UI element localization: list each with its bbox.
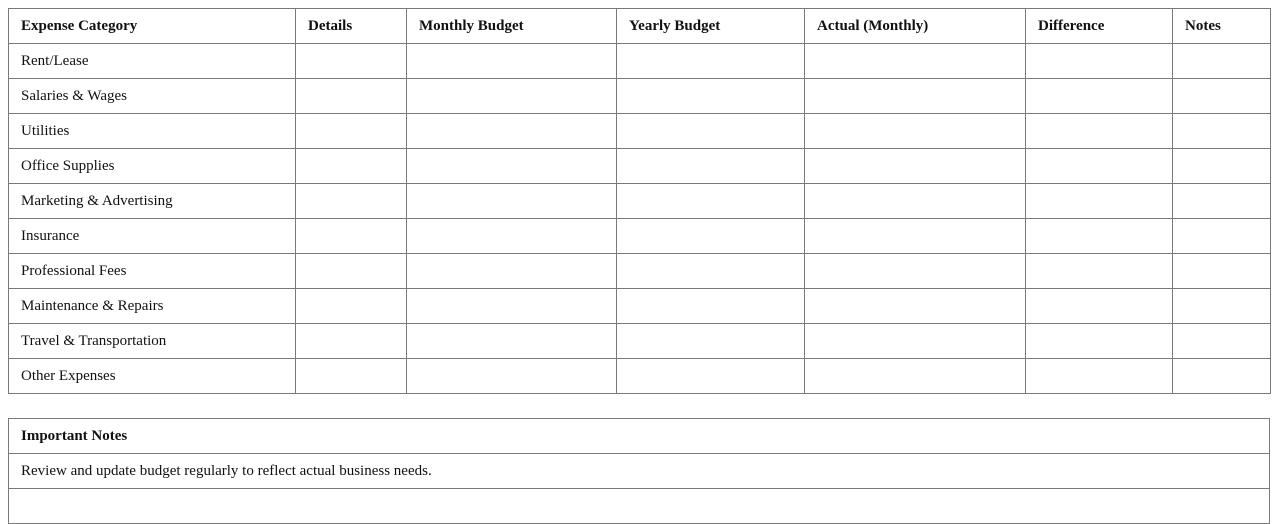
notes-body [9, 454, 1270, 524]
cell-monthly-budget[interactable] [407, 289, 617, 324]
cell-difference[interactable] [1026, 289, 1173, 324]
expense-budget-table [8, 8, 1271, 394]
cell-difference[interactable] [1026, 79, 1173, 114]
notes-row [9, 454, 1270, 489]
cell-category: Travel & Transportation [9, 324, 296, 359]
table-row [9, 359, 1271, 394]
cell-difference[interactable] [1026, 114, 1173, 149]
cell-category: Professional Fees [9, 254, 296, 289]
table-row [9, 219, 1271, 254]
cell-actual-monthly[interactable] [805, 149, 1026, 184]
table-row [9, 324, 1271, 359]
cell-category: Utilities [9, 114, 296, 149]
cell-details[interactable] [296, 254, 407, 289]
cell-notes[interactable] [1173, 289, 1271, 324]
cell-actual-monthly[interactable] [805, 184, 1026, 219]
cell-notes[interactable] [1173, 184, 1271, 219]
cell-notes[interactable] [1173, 254, 1271, 289]
cell-actual-monthly[interactable] [805, 44, 1026, 79]
cell-monthly-budget[interactable] [407, 114, 617, 149]
cell-yearly-budget[interactable] [617, 184, 805, 219]
header-row [9, 9, 1271, 44]
cell-difference[interactable] [1026, 359, 1173, 394]
cell-notes[interactable] [1173, 324, 1271, 359]
header-details: Details [296, 9, 407, 44]
cell-difference[interactable] [1026, 149, 1173, 184]
cell-category: Rent/Lease [9, 44, 296, 79]
cell-notes[interactable] [1173, 79, 1271, 114]
cell-yearly-budget[interactable] [617, 79, 805, 114]
cell-yearly-budget[interactable] [617, 149, 805, 184]
cell-yearly-budget[interactable] [617, 114, 805, 149]
notes-header: Important Notes [9, 419, 1270, 454]
cell-difference[interactable] [1026, 184, 1173, 219]
cell-details[interactable] [296, 149, 407, 184]
cell-difference[interactable] [1026, 254, 1173, 289]
table-row [9, 79, 1271, 114]
cell-monthly-budget[interactable] [407, 44, 617, 79]
cell-details[interactable] [296, 44, 407, 79]
cell-difference[interactable] [1026, 44, 1173, 79]
cell-notes[interactable] [1173, 114, 1271, 149]
header-expense-category: Expense Category [9, 9, 296, 44]
cell-actual-monthly[interactable] [805, 114, 1026, 149]
notes-row [9, 489, 1270, 524]
cell-actual-monthly[interactable] [805, 324, 1026, 359]
cell-yearly-budget[interactable] [617, 359, 805, 394]
header-monthly-budget: Monthly Budget [407, 9, 617, 44]
cell-yearly-budget[interactable] [617, 324, 805, 359]
cell-actual-monthly[interactable] [805, 289, 1026, 324]
cell-details[interactable] [296, 359, 407, 394]
cell-actual-monthly[interactable] [805, 79, 1026, 114]
cell-notes[interactable] [1173, 359, 1271, 394]
cell-details[interactable] [296, 184, 407, 219]
table-row [9, 289, 1271, 324]
cell-details[interactable] [296, 324, 407, 359]
cell-monthly-budget[interactable] [407, 324, 617, 359]
cell-notes[interactable] [1173, 44, 1271, 79]
cell-notes[interactable] [1173, 149, 1271, 184]
table-row [9, 184, 1271, 219]
cell-actual-monthly[interactable] [805, 254, 1026, 289]
table-row [9, 254, 1271, 289]
note-item [9, 489, 1270, 524]
cell-details[interactable] [296, 219, 407, 254]
table-row [9, 114, 1271, 149]
table-row [9, 44, 1271, 79]
header-actual-monthly: Actual (Monthly) [805, 9, 1026, 44]
cell-category: Insurance [9, 219, 296, 254]
table-header [9, 9, 1271, 44]
important-notes-table [8, 418, 1270, 524]
note-item: Review and update budget regularly to reflect actual business needs. [9, 454, 1270, 489]
cell-monthly-budget[interactable] [407, 359, 617, 394]
cell-monthly-budget[interactable] [407, 184, 617, 219]
cell-monthly-budget[interactable] [407, 149, 617, 184]
cell-yearly-budget[interactable] [617, 254, 805, 289]
cell-details[interactable] [296, 79, 407, 114]
cell-category: Other Expenses [9, 359, 296, 394]
cell-actual-monthly[interactable] [805, 219, 1026, 254]
cell-category: Salaries & Wages [9, 79, 296, 114]
cell-monthly-budget[interactable] [407, 254, 617, 289]
cell-difference[interactable] [1026, 324, 1173, 359]
cell-category: Marketing & Advertising [9, 184, 296, 219]
header-notes: Notes [1173, 9, 1271, 44]
cell-category: Office Supplies [9, 149, 296, 184]
cell-monthly-budget[interactable] [407, 219, 617, 254]
cell-actual-monthly[interactable] [805, 359, 1026, 394]
header-yearly-budget: Yearly Budget [617, 9, 805, 44]
notes-header-row [9, 419, 1270, 454]
cell-difference[interactable] [1026, 219, 1173, 254]
cell-details[interactable] [296, 289, 407, 324]
cell-yearly-budget[interactable] [617, 44, 805, 79]
table-row [9, 149, 1271, 184]
cell-details[interactable] [296, 114, 407, 149]
table-body [9, 44, 1271, 394]
header-difference: Difference [1026, 9, 1173, 44]
cell-notes[interactable] [1173, 219, 1271, 254]
cell-monthly-budget[interactable] [407, 79, 617, 114]
cell-yearly-budget[interactable] [617, 219, 805, 254]
cell-category: Maintenance & Repairs [9, 289, 296, 324]
cell-yearly-budget[interactable] [617, 289, 805, 324]
